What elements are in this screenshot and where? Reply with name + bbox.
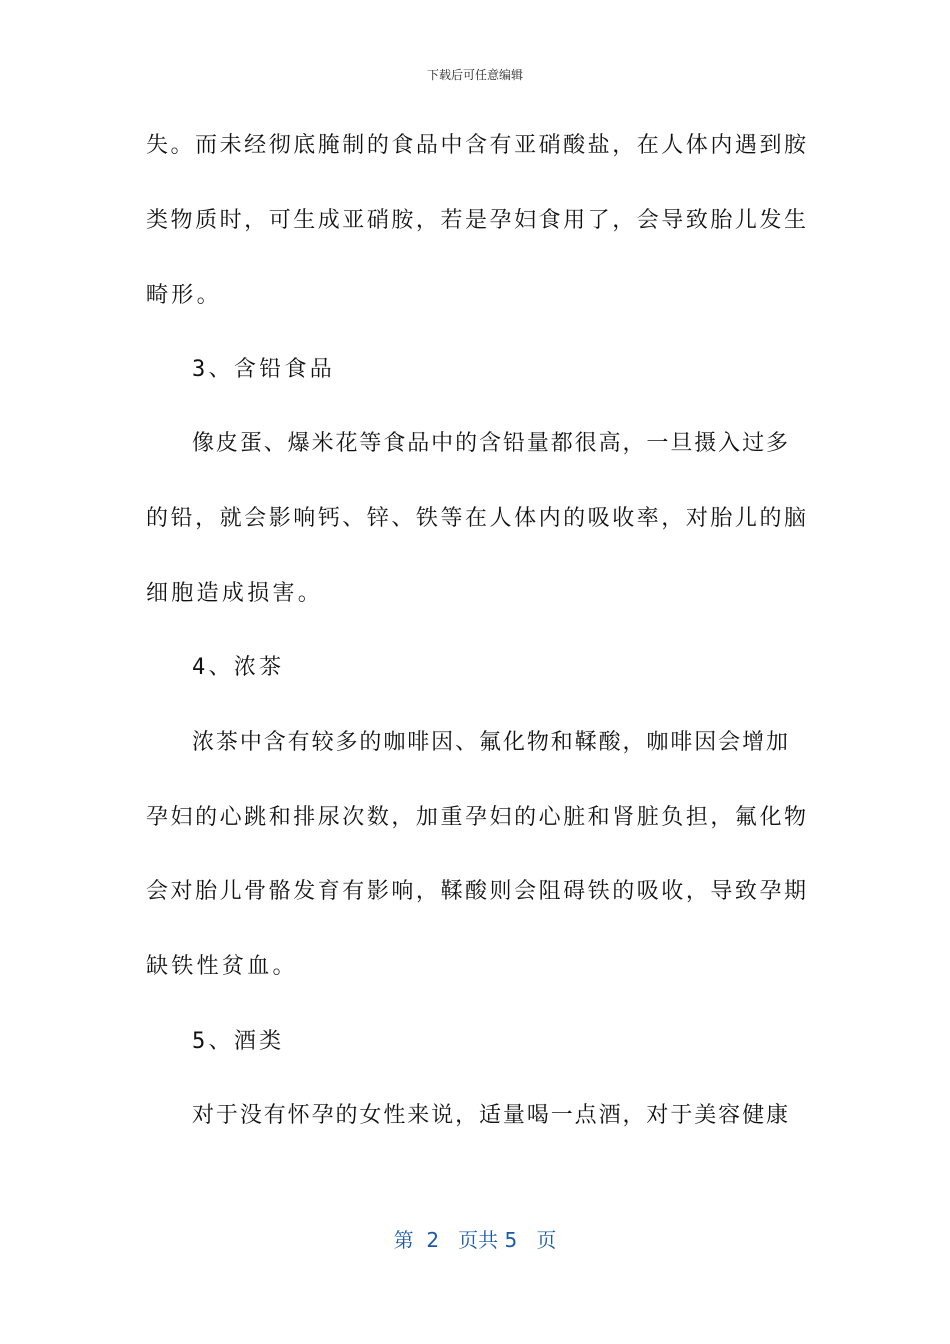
section-heading-3: 3、含铅食品 [192, 357, 336, 382]
section-heading-4: 4、浓茶 [192, 655, 285, 680]
body-line-1: 失。而未经彻底腌制的食品中含有亚硝酸盐，在人体内遇到胺 [146, 133, 806, 158]
body-line-12: 缺铁性贫血。 [146, 954, 298, 979]
body-line-11: 会对胎儿骨骼发育有影响，鞣酸则会阻碍铁的吸收，导致孕期 [146, 879, 806, 904]
body-line-7: 细胞造成损害。 [146, 581, 324, 606]
body-line-9: 浓茶中含有较多的咖啡因、氟化物和鞣酸，咖啡因会增加 [192, 730, 788, 755]
body-line-10: 孕妇的心跳和排尿次数，加重孕妇的心脏和肾脏负担，氟化物 [146, 805, 806, 830]
page-footer: 第 2 页共 5 页 [393, 1228, 557, 1252]
body-line-5: 像皮蛋、爆米花等食品中的含铅量都很高，一旦摄入过多 [192, 431, 788, 456]
page-header: 下载后可任意编辑 [426, 68, 523, 82]
body-line-6: 的铅，就会影响钙、锌、铁等在人体内的吸收率，对胎儿的脑 [146, 506, 806, 531]
body-line-14: 对于没有怀孕的女性来说，适量喝一点酒，对于美容健康 [192, 1103, 788, 1128]
body-line-3: 畸形。 [146, 283, 222, 308]
section-heading-5: 5、酒类 [192, 1029, 285, 1054]
body-line-2: 类物质时，可生成亚硝胺，若是孕妇食用了，会导致胎儿发生 [146, 208, 806, 233]
